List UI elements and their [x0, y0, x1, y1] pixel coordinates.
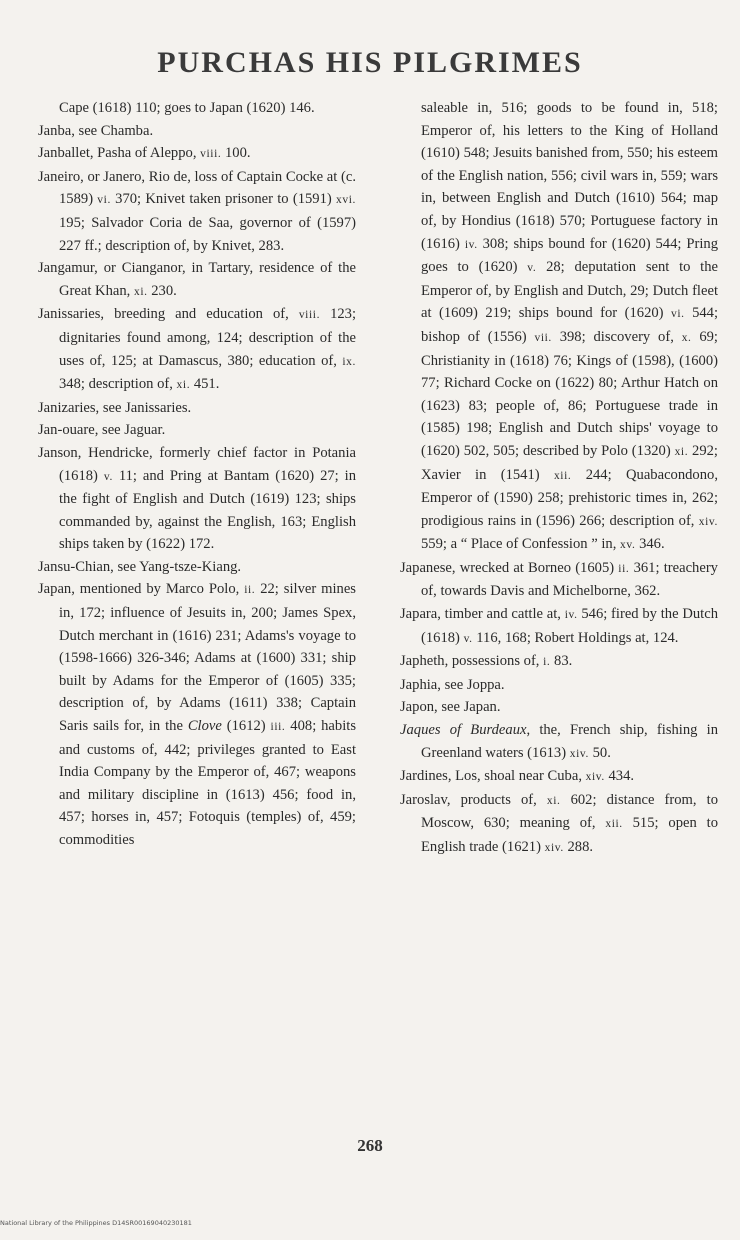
volume-ref: i.: [543, 656, 551, 669]
volume-ref: xiv.: [569, 747, 589, 760]
italic-text: Clove: [187, 718, 222, 735]
index-entry: [38, 166, 356, 257]
entry-text: 116, 168; Robert Holdings at, 124.: [472, 629, 679, 646]
index-entry: [38, 97, 356, 120]
index-column-right: [400, 97, 718, 860]
entry-text: 230.: [147, 282, 177, 299]
entry-text: 11; and Pring at Bantam (1620) 27; in the fight of English and Dutch (1619) 123; ships commanded by, against the English, 163; English ships taken by (1622) 172.: [59, 467, 356, 553]
index-entry: [400, 650, 718, 674]
entry-text: saleable in, 516; goods to be found in, 518; Emperor of, his letters to the King of Holland (1610) 548; Jesuits banished from, 550; his esteem of the English nation, 556; civil wars in, 559; wars in, between English and Dutch (1610) 564; map of, by Hondius (1618) 570; Portuguese factory in (1616): [421, 100, 718, 252]
entry-text: 292; Xavier in (1541): [421, 442, 718, 483]
entry-text: 244; Quabacondono, Emperor of (1590) 258; prehistoric times in, 262; prodigious rains in (1596) 266; description of,: [421, 466, 718, 529]
volume-ref: xiv.: [585, 771, 605, 784]
entry-text: 83.: [550, 653, 573, 670]
entry-text: Cape (1618) 110; goes to Japan (1620) 146.: [59, 100, 315, 116]
volume-ref: xi.: [546, 794, 561, 807]
index-entry: [400, 696, 718, 719]
volume-ref: xii.: [553, 469, 572, 482]
index-entry: [38, 303, 356, 396]
volume-ref: v.: [463, 632, 473, 645]
volume-ref: v.: [527, 262, 537, 275]
index-entry: [400, 557, 718, 603]
page-title: PURCHAS HIS PILGRIMES: [157, 46, 583, 79]
entry-text: 451.: [190, 376, 220, 393]
entry-text: Japara, timber and cattle at,: [400, 606, 565, 623]
entry-text: 28; deputation sent to the Emperor of, by English and Dutch, 29; Dutch fleet at (1609) 219; ships bound for (1620): [421, 259, 718, 322]
volume-ref: iii.: [270, 721, 286, 734]
entry-text: (1612): [221, 718, 271, 735]
entry-text: 559; a “ Place of Confession ” in,: [421, 536, 620, 553]
index-entry: [38, 397, 356, 420]
index-entry: [38, 419, 356, 442]
entry-text: Jangamur, or Cianganor, in Tartary, residence of the Great Khan,: [38, 260, 356, 299]
index-entry: [38, 556, 356, 579]
index-column-left: [38, 97, 356, 852]
entry-text: 361; treachery of, towards Davis and Michelborne, 362.: [421, 559, 718, 600]
index-entry: [38, 142, 356, 166]
volume-ref: vii.: [534, 331, 552, 344]
volume-ref: xvi.: [336, 194, 356, 207]
volume-ref: viii.: [200, 148, 222, 161]
index-entry: [400, 765, 718, 789]
index-entry: [38, 578, 356, 851]
entry-text: Janba, see Chamba.: [38, 122, 154, 139]
volume-ref: xiv.: [544, 842, 564, 854]
scan-credit: National Library of the Philippines D14SR00169040230181: [0, 1219, 192, 1227]
index-entry: [400, 97, 718, 557]
index-entry: [38, 257, 356, 303]
entry-text: 308; ships bound for (1620) 544; Pring goes to (1620): [421, 235, 718, 276]
volume-ref: xi.: [674, 445, 689, 458]
entry-text: 515; open to English trade (1621): [421, 815, 718, 855]
entry-text: Janissaries, breeding and education of,: [38, 306, 299, 323]
volume-ref: iv.: [464, 238, 478, 251]
volume-ref: ix.: [342, 355, 356, 368]
volume-ref: x.: [681, 331, 692, 344]
italic-text: Jaques of Burdeaux: [400, 722, 527, 739]
entry-text: Japheth, possessions of,: [400, 653, 544, 670]
volume-ref: vi.: [97, 194, 111, 207]
volume-ref: xi.: [133, 285, 148, 298]
entry-text: Jaroslav, products of,: [400, 791, 547, 808]
entry-text: 546; fired by the Dutch (1618): [421, 606, 718, 646]
volume-ref: ii.: [244, 584, 256, 597]
entry-text: Jardines, Los, shoal near Cuba,: [400, 768, 586, 785]
entry-text: 434.: [604, 768, 635, 785]
entry-text: Janeiro, or Janero, Rio de, loss of Captain Cocke at (c. 1589): [38, 168, 356, 208]
volume-ref: vi.: [670, 308, 685, 321]
entry-text: Janizaries, see Janissaries.: [38, 399, 192, 416]
entry-text: 544; bishop of (1556): [421, 305, 719, 345]
entry-text: 288.: [563, 839, 594, 855]
index-entry: [400, 674, 718, 697]
entry-text: 69; Christianity in (1618) 76; Kings of (1598), (1600) 77; Richard Cocke on (1622) 80; Arthur Hatch on (1623) 83; people of, 86; Portuguese trade in (1585) 198; English and Dutch ships' voyage to (1620) 502, 505; described by Polo (1320): [421, 328, 718, 459]
index-entry: [400, 719, 718, 765]
entry-text: Jansu-Chian, see Yang-tsze-Kiang.: [38, 558, 242, 575]
entry-text: Japhia, see Joppa.: [400, 676, 505, 693]
index-entry: [38, 442, 356, 556]
entry-text: 602; distance from, to Moscow, 630; meaning of,: [421, 791, 718, 832]
entry-text: Janson, Hendricke, formerly chief factor in Potania (1618): [38, 444, 356, 484]
index-entry: [38, 120, 356, 143]
volume-ref: iv.: [564, 609, 578, 622]
volume-ref: xv.: [620, 539, 636, 552]
entry-text: 195; Salvador Coria de Saa, governor of (1597) 227 ff.; description of, by Knivet, 283.: [59, 214, 356, 254]
entry-text: Janballet, Pasha of Aleppo,: [38, 145, 201, 162]
volume-ref: xi.: [176, 379, 191, 392]
entry-text: Japan, mentioned by Marco Polo,: [38, 581, 245, 598]
entry-text: Japanese, wrecked at Borneo (1605): [400, 559, 619, 576]
entry-text: 50.: [588, 744, 611, 761]
index-entry: [400, 789, 718, 860]
entry-text: , the, French ship, fishing in Greenland waters (1613): [421, 722, 719, 761]
entry-text: 123; dignitaries found among, 124; description of the uses of, 125; at Damascus, 380; education of,: [59, 306, 357, 369]
entry-text: Jan-ouare, see Jaguar.: [38, 422, 166, 439]
entry-text: 398; discovery of,: [551, 328, 682, 345]
volume-ref: xiv.: [698, 515, 718, 528]
page-number: 268: [357, 1136, 383, 1155]
entry-text: 348; description of,: [59, 376, 177, 393]
volume-ref: xii.: [605, 818, 623, 831]
entry-text: 370; Knivet taken prisoner to (1591): [110, 191, 337, 208]
entry-text: Japon, see Japan.: [400, 699, 501, 716]
volume-ref: viii.: [298, 309, 321, 322]
entry-text: 346.: [635, 536, 665, 553]
entry-text: 22; silver mines in, 172; influence of Jesuits in, 200; James Spex, Dutch merchant in (1616) 231; Adams's voyage to (1598-1666) 326-346; Adams at (1600) 331; ship built by Adams for the Emperor of (1605) 335; description of, by Adams (1611) 338; Captain Saris sails for, in the: [59, 581, 356, 735]
volume-ref: ii.: [618, 562, 630, 575]
entry-text: 408; habits and customs of, 442; privileges granted to East India Company by the Emperor of, 467; weapons and military discipline in (1613) 456; food in, 457; horses in, 457; Fotoquis (temples) of, 459; commodities: [59, 718, 356, 848]
entry-text: 100.: [221, 145, 251, 162]
volume-ref: v.: [103, 470, 113, 483]
index-entry: [400, 603, 718, 650]
